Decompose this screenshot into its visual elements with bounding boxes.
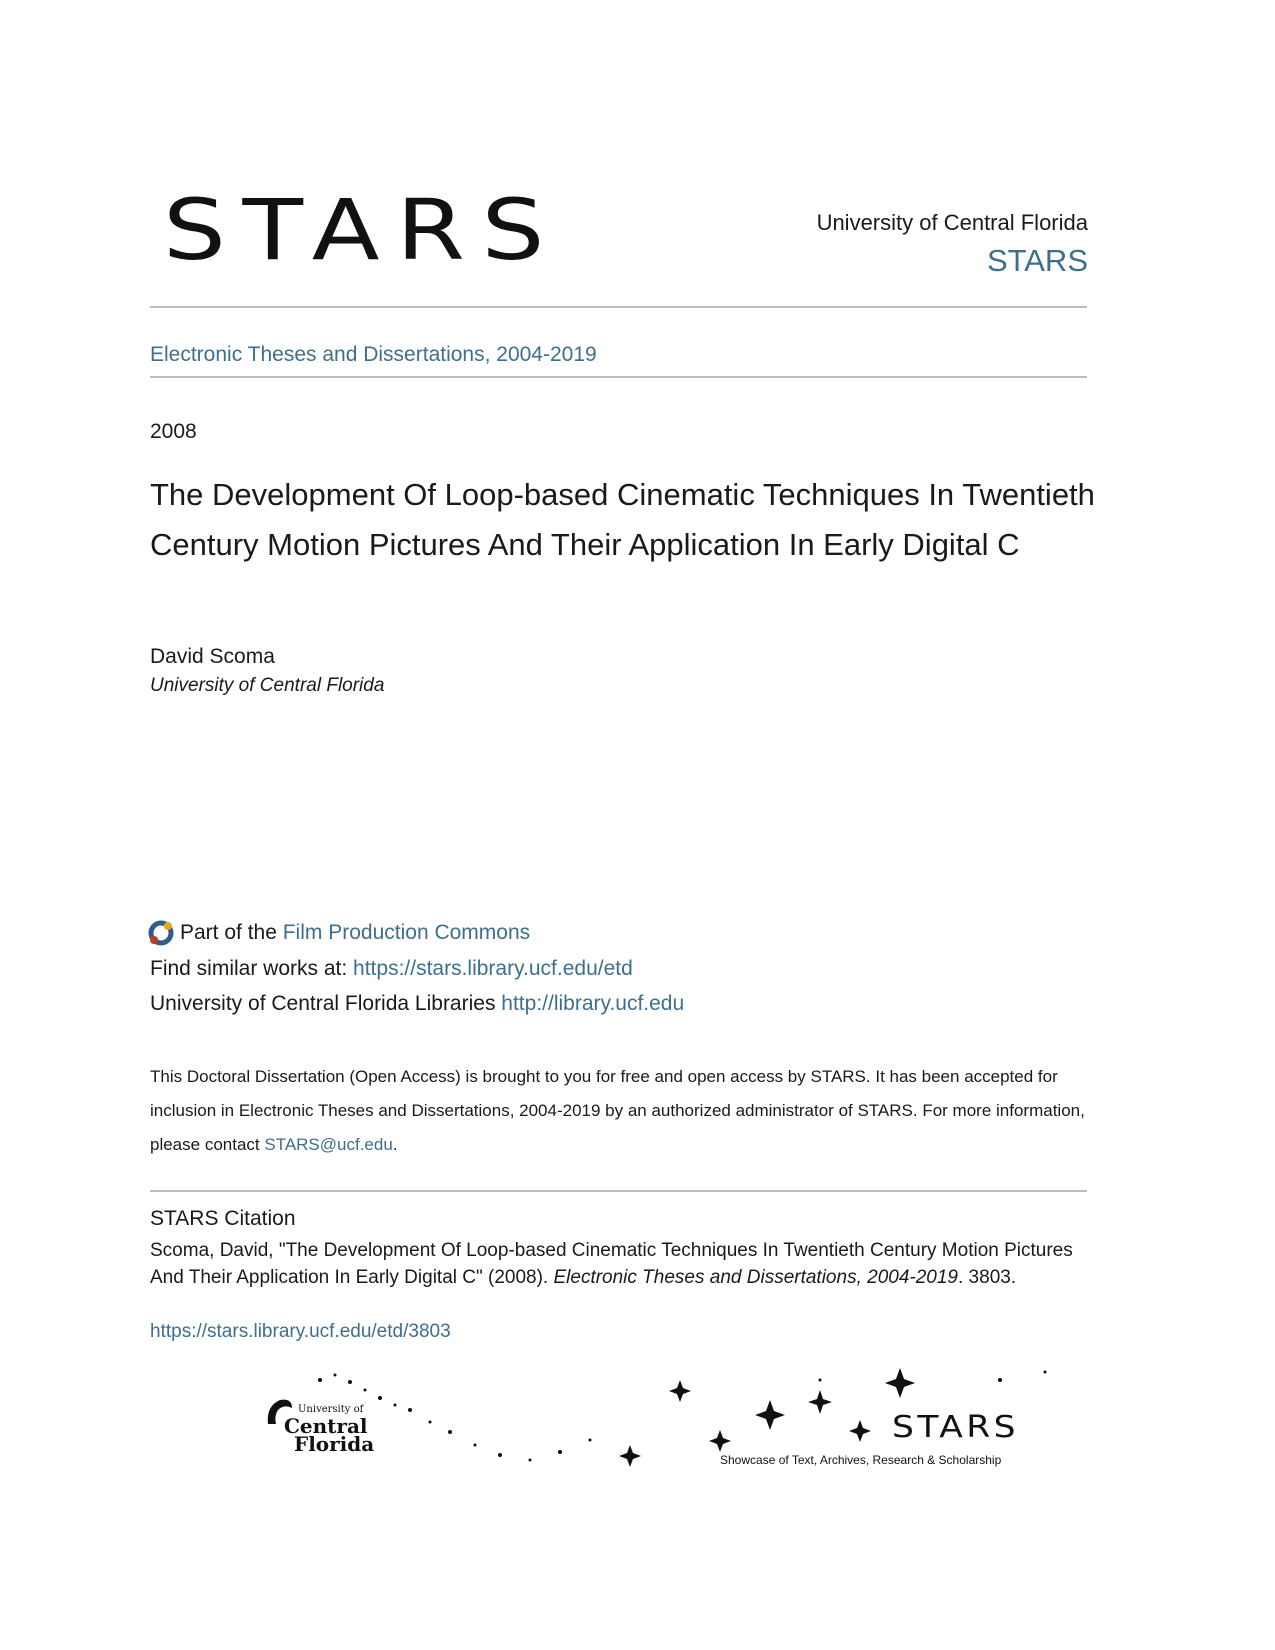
repository-link[interactable]: STARS (986, 243, 1088, 278)
publication-year: 2008 (150, 420, 197, 443)
ucf-line2: Central (284, 1414, 368, 1438)
divider-top (150, 306, 1087, 308)
citation-text (150, 1237, 1110, 1291)
contact-email-link[interactable]: STARS@ucf.edu (264, 1135, 393, 1154)
citation-text-start: Scoma, David, "The Development Of Loop-based Cinematic Techniques In Twentieth Century Motion Pictures And Their Application In Early Digital C" (2008). (150, 1240, 1073, 1288)
citation-text-end: . 3803. (958, 1267, 1017, 1288)
ucf-line1: University of (298, 1404, 364, 1415)
stars-logo: STARS (163, 181, 561, 279)
bepress-commons-icon (148, 920, 174, 946)
citation-url-link[interactable]: https://stars.library.ucf.edu/etd/3803 (150, 1321, 451, 1342)
similar-works-line (150, 957, 633, 981)
author-name: David Scoma (150, 645, 275, 668)
citation-heading: STARS Citation (150, 1207, 296, 1230)
stars-tagline: Showcase of Text, Archives, Research & Scholarship (720, 1453, 1002, 1467)
notice-end: . (392, 1135, 398, 1154)
commons-line (148, 920, 530, 946)
film-production-commons-link[interactable]: Film Production Commons (282, 921, 531, 944)
libraries-link[interactable]: http://library.ucf.edu (501, 992, 685, 1015)
ucf-logo (262, 1390, 382, 1460)
stars-footer-logo: STARS (892, 1410, 1020, 1445)
author-affiliation: University of Central Florida (150, 675, 385, 696)
libraries-prefix: University of Central Florida Libraries (150, 992, 502, 1015)
citation-journal: Electronic Theses and Dissertations, 2004-2019 (553, 1267, 958, 1288)
libraries-line (150, 992, 684, 1016)
similar-prefix: Find similar works at: (150, 957, 354, 980)
similar-works-link[interactable]: https://stars.library.ucf.edu/etd (353, 957, 633, 980)
commons-prefix: Part of the (180, 921, 283, 944)
series-link[interactable]: Electronic Theses and Dissertations, 2004-2019 (150, 343, 597, 366)
access-notice (150, 1060, 1110, 1162)
divider-series (150, 376, 1087, 378)
ucf-line3: Florida (294, 1432, 375, 1456)
university-name: University of Central Florida (816, 210, 1088, 235)
notice-text: This Doctoral Dissertation (Open Access) is brought to you for free and open access by STARS. It has been accepted for inclusion in Electronic Theses and Dissertations, 2004-2019 by an authorized administrator of STARS. For more information, please contact (150, 1067, 1085, 1154)
document-title: The Development Of Loop-based Cinematic Techniques In Twentieth Century Motion Pictures And Their Application In Early Digital C (150, 477, 1095, 562)
divider-citation (150, 1190, 1087, 1192)
